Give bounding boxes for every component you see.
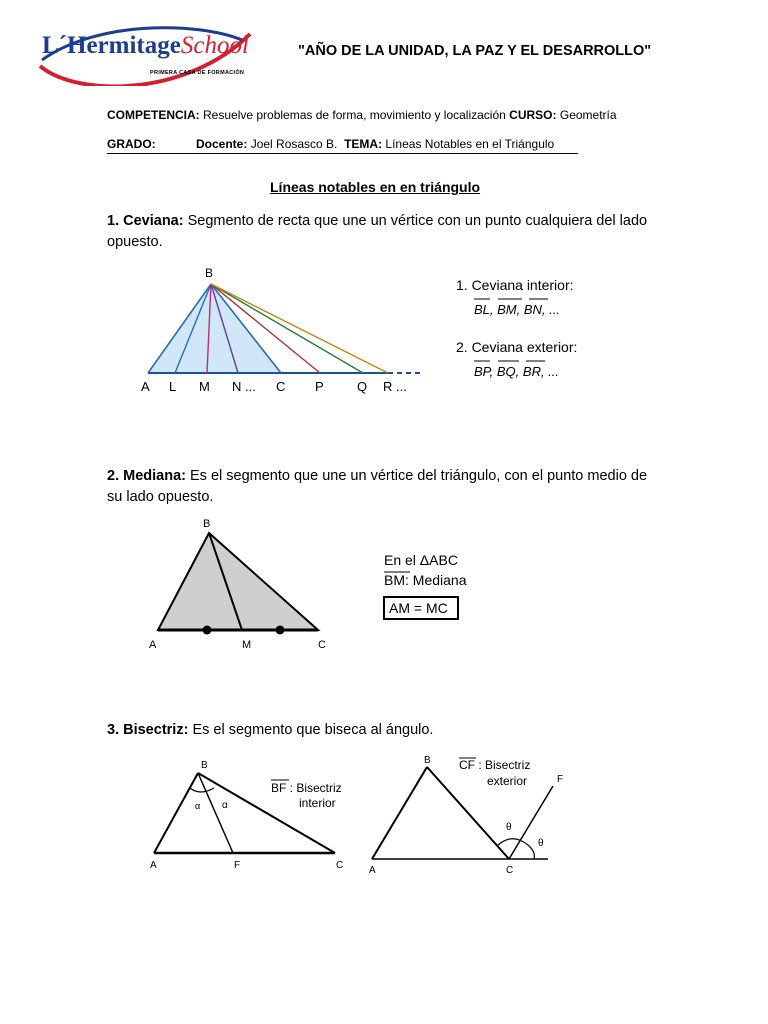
bis1-side-ab xyxy=(154,773,201,853)
logo-wordmark xyxy=(42,32,249,60)
school-logo xyxy=(38,26,253,86)
ceviana-label-b: B xyxy=(205,266,214,280)
ceviana-definition xyxy=(107,211,652,253)
bisectriz-interior-diagram xyxy=(150,760,343,871)
mediana-tick-mc xyxy=(276,626,285,635)
mediana-formula: AM = MC xyxy=(389,600,448,616)
ceviana-label-r: R ... xyxy=(383,379,407,394)
bis2-note-1: CF : Bisectriz xyxy=(459,758,531,772)
ceviana-heading: 1. Ceviana: xyxy=(107,213,184,229)
bis2-angle-arc-1 xyxy=(497,839,528,846)
motto: "AÑO DE LA UNIDAD, LA PAZ Y EL DESARROLLO" xyxy=(298,43,652,59)
bisectriz-heading: 3. Bisectriz: xyxy=(107,722,189,738)
competencia-value: Resuelve problemas de forma, movimiento y localización xyxy=(203,108,506,122)
mediana-label-a: A xyxy=(149,639,157,651)
logo-tagline: PRIMERA CASA DE FORMACIÓN xyxy=(150,70,245,76)
mediana-note-1: En el ΔABC xyxy=(384,552,458,568)
mediana-tick-am xyxy=(203,626,212,635)
bisectriz-definition xyxy=(107,720,652,741)
grado-label: GRADO: xyxy=(107,137,156,151)
bis2-angle-1: θ xyxy=(506,822,512,833)
bis2-note-2: exterior xyxy=(487,774,528,788)
mediana-heading: 2. Mediana: xyxy=(107,468,186,484)
ceviana-label-q: Q xyxy=(357,379,368,394)
ceviana-text: Segmento de recta que une un vértice con un punto cualquiera del lado opuesto. xyxy=(107,213,648,250)
mediana-figure xyxy=(0,512,768,662)
ceviana-label-m: M xyxy=(199,379,210,394)
ceviana-label-l: L xyxy=(169,379,177,394)
curso-value: Geometría xyxy=(559,108,617,122)
bis2-label-f: F xyxy=(557,774,564,785)
docente-label: Docente: xyxy=(196,137,248,151)
ceviana-exterior-list: BP, BQ, BR, ... xyxy=(474,364,560,379)
mediana-note-2: BM: Mediana xyxy=(384,572,467,588)
competencia-row xyxy=(107,108,617,122)
ceviana-interior-title: 1. Ceviana interior: xyxy=(456,277,574,293)
bis2-label-a: A xyxy=(369,865,376,876)
competencia-label: COMPETENCIA: xyxy=(107,108,200,122)
bis2-angle-arc-2 xyxy=(528,845,534,859)
bisectriz-exterior-diagram xyxy=(369,755,563,876)
grado-row xyxy=(107,137,156,151)
bis2-label-c: C xyxy=(506,865,514,876)
mediana-label-c: C xyxy=(318,639,326,651)
bis2-label-b: B xyxy=(424,755,431,766)
bis1-angle-1: α xyxy=(195,801,201,811)
logo-brand: L´Hermitage xyxy=(42,32,181,59)
bis2-side-ab xyxy=(372,767,427,859)
mediana-text: Es el segmento que une un vértice del triángulo, con el punto medio de su lado opuesto. xyxy=(107,468,648,505)
bis1-note-2: interior xyxy=(299,796,336,810)
ceviana-exterior-title: 2. Ceviana exterior: xyxy=(456,339,578,355)
ceviana-interior-list: BL, BM, BN, ... xyxy=(474,302,560,317)
bis1-label-b: B xyxy=(201,760,208,771)
bis1-angle-2: α xyxy=(222,800,228,811)
info-underline xyxy=(107,153,578,154)
mediana-definition xyxy=(107,466,652,508)
ceviana-label-a: A xyxy=(141,379,150,394)
curso-label: CURSO: xyxy=(509,108,557,122)
bis1-label-c: C xyxy=(336,860,344,871)
bis2-angle-2: θ xyxy=(538,838,544,849)
mediana-label-m: M xyxy=(242,639,252,651)
bis1-note-1: BF : Bisectriz xyxy=(271,781,342,795)
page-title: Líneas notables en en triángulo xyxy=(270,179,481,195)
ceviana-label-n: N ... xyxy=(232,379,256,394)
ceviana-label-p: P xyxy=(315,379,324,394)
bisectriz-text: Es el segmento que biseca al ángulo. xyxy=(192,722,434,738)
ceviana-label-c: C xyxy=(276,379,286,394)
logo-brand-accent: School xyxy=(180,32,249,59)
bisectriz-figure xyxy=(0,752,768,882)
mediana-label-b: B xyxy=(203,518,211,530)
docente-value: Joel Rosasco B. xyxy=(250,137,338,151)
bis1-angle-arc xyxy=(190,788,214,792)
bis1-segment-bf xyxy=(198,773,233,853)
ceviana-figure xyxy=(0,255,768,405)
bis1-label-f: F xyxy=(234,860,241,871)
tema-label: TEMA: xyxy=(344,137,383,151)
docente-row xyxy=(196,137,554,151)
bis1-label-a: A xyxy=(150,860,157,871)
tema-value: Líneas Notables en el Triángulo xyxy=(385,137,555,151)
